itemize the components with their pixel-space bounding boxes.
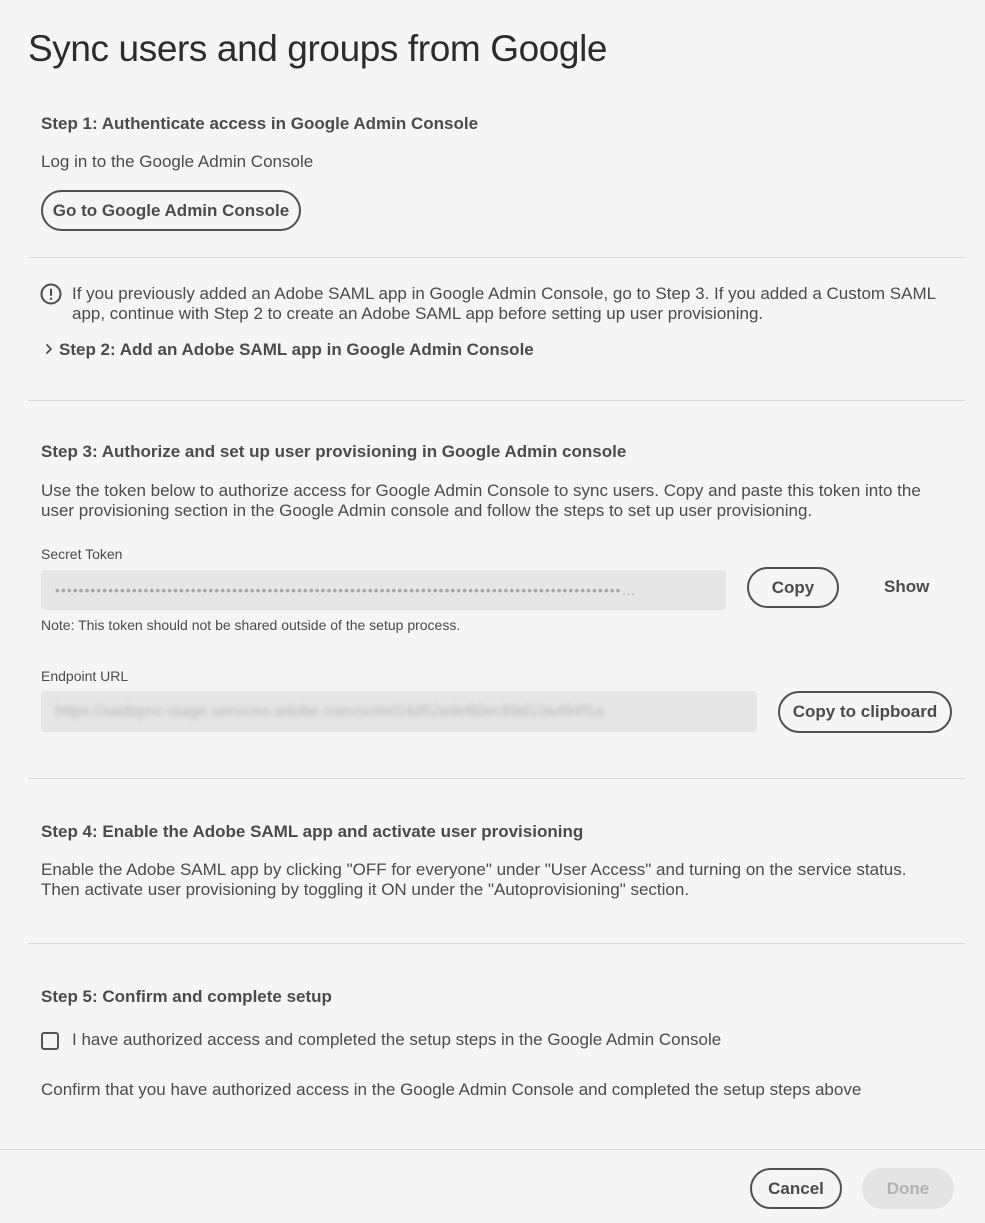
endpoint-url-label: Endpoint URL bbox=[41, 668, 129, 684]
confirm-checkbox[interactable] bbox=[41, 1032, 59, 1050]
step3-heading: Step 3: Authorize and set up user provisioning in Google Admin console bbox=[41, 442, 627, 461]
token-note: Note: This token should not be shared outside of the setup process. bbox=[41, 617, 461, 633]
cancel-button[interactable]: Cancel bbox=[750, 1168, 842, 1209]
go-to-google-admin-console-button[interactable]: Go to Google Admin Console bbox=[41, 190, 301, 231]
divider bbox=[28, 778, 965, 779]
endpoint-url-value: https://aadsync-stage.services.adobe.com/scim/24d52ede60ec89d10a494f1a bbox=[55, 702, 604, 720]
step4-description: Enable the Adobe SAML app by clicking "OFF for everyone" under "User Access" and turning on the service status. Then activate user provisioning by toggling it ON under the "Autoprovisioning" section. bbox=[41, 860, 907, 899]
step2-toggle[interactable]: Step 2: Add an Adobe SAML app in Google Admin Console bbox=[59, 340, 534, 359]
step1-description: Log in to the Google Admin Console bbox=[41, 152, 314, 171]
step1-heading: Step 1: Authenticate access in Google Admin Console bbox=[41, 114, 479, 133]
show-token-button[interactable]: Show bbox=[884, 577, 930, 596]
secret-token-label: Secret Token bbox=[41, 546, 123, 562]
copy-to-clipboard-button[interactable]: Copy to clipboard bbox=[778, 691, 952, 733]
done-button[interactable]: Done bbox=[862, 1168, 954, 1209]
info-message: If you previously added an Adobe SAML app in Google Admin Console, go to Step 3. If you added a Custom SAML app, continue with Step 2 to create an Adobe SAML app before setting up user provisioning. bbox=[72, 284, 936, 323]
dialog-footer bbox=[0, 1149, 985, 1223]
divider bbox=[28, 400, 965, 401]
endpoint-url-field[interactable] bbox=[41, 691, 757, 732]
step5-heading: Step 5: Confirm and complete setup bbox=[41, 987, 332, 1006]
exclamation-circle-icon bbox=[40, 283, 62, 305]
secret-token-field[interactable] bbox=[41, 570, 726, 610]
divider bbox=[28, 943, 965, 944]
copy-token-button[interactable]: Copy bbox=[747, 567, 839, 608]
confirm-text: Confirm that you have authorized access in the Google Admin Console and completed the setup steps above bbox=[41, 1080, 862, 1099]
divider bbox=[28, 257, 965, 258]
secret-token-value: ••••••••••••••••••••••••••••••••••••••••••••••••••••••••••••••••••••••••••••••••••••••••••••••••… bbox=[55, 582, 637, 598]
confirm-checkbox-label[interactable]: I have authorized access and completed the setup steps in the Google Admin Console bbox=[72, 1030, 722, 1049]
chevron-right-icon[interactable] bbox=[44, 342, 54, 356]
dialog-title: Sync users and groups from Google bbox=[28, 28, 608, 69]
step3-description: Use the token below to authorize access for Google Admin Console to sync users. Copy and paste this token into the user provisioning section in the Google Admin console and follow the steps to set up user provisioning. bbox=[41, 481, 921, 520]
step4-heading: Step 4: Enable the Adobe SAML app and activate user provisioning bbox=[41, 822, 584, 841]
